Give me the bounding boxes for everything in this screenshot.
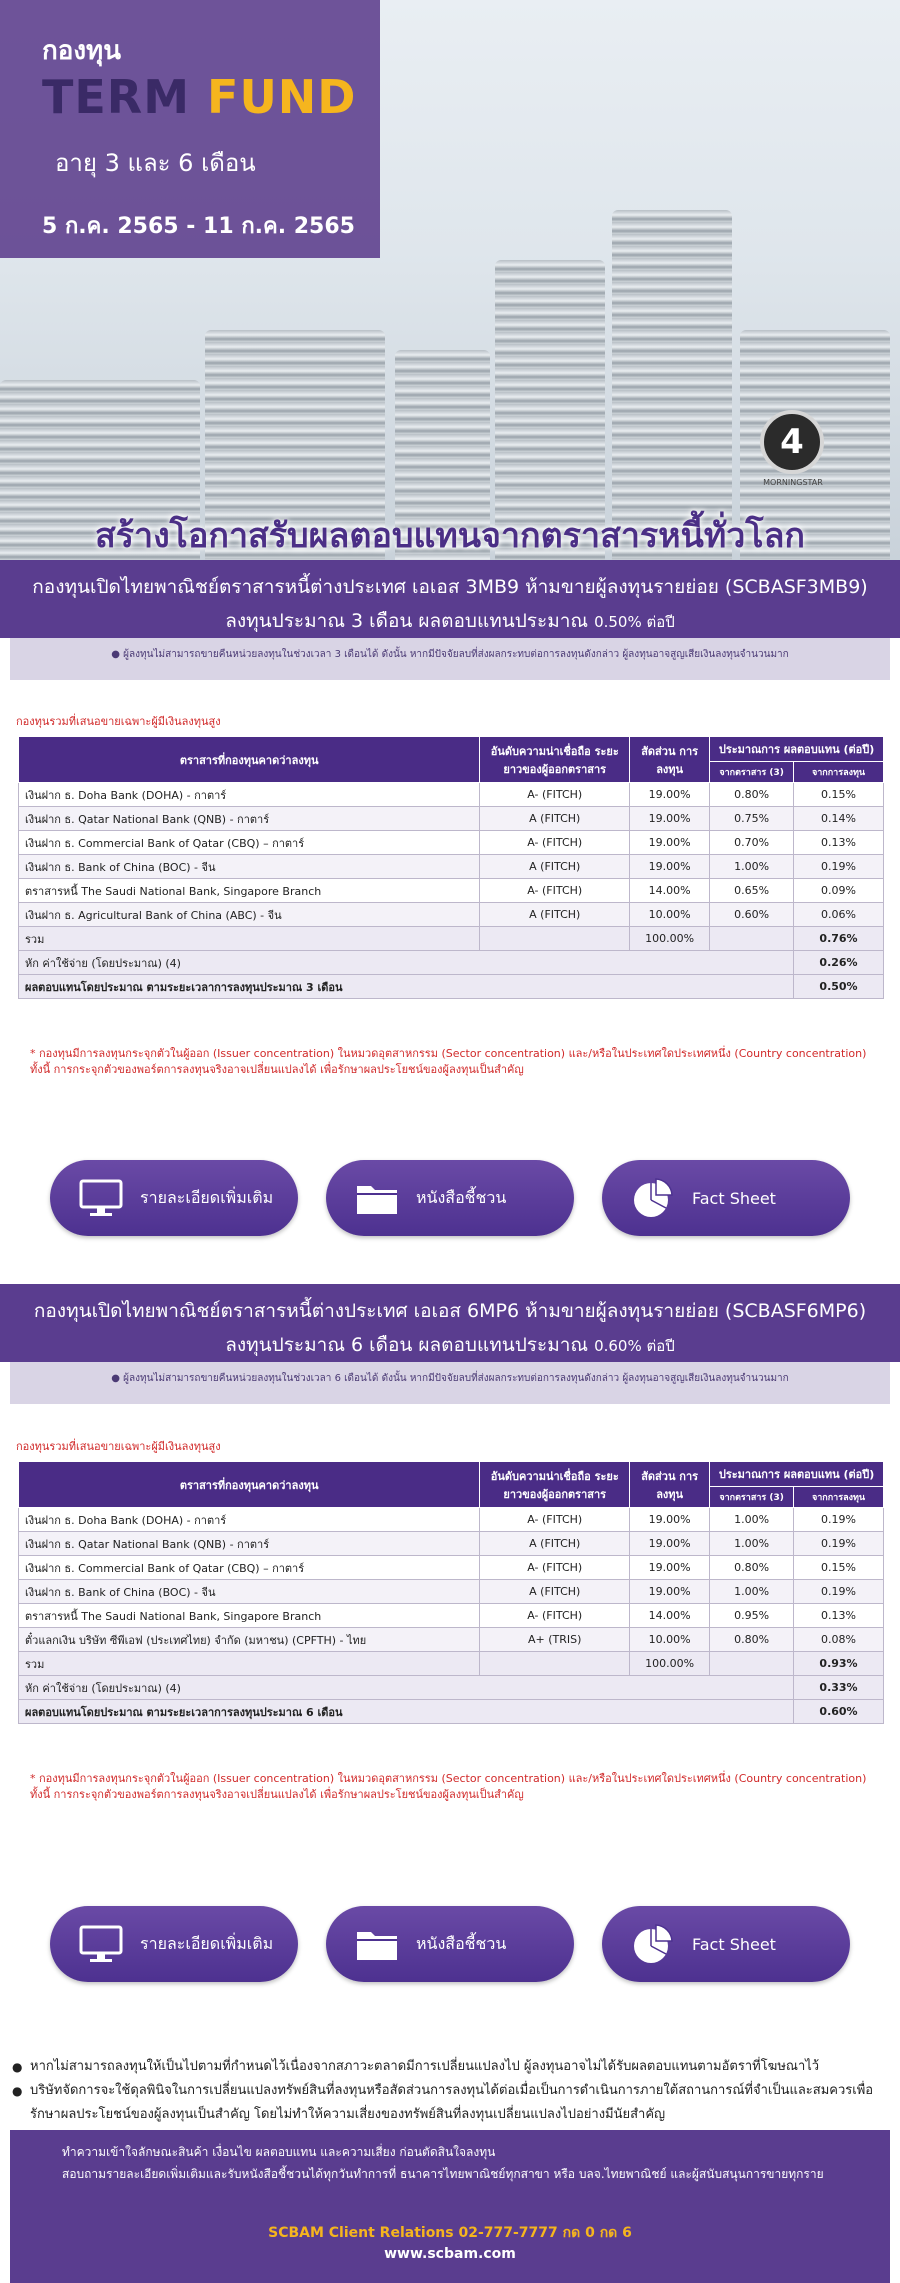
prospectus-button-label: หนังสือชี้ชวน <box>416 1187 507 1207</box>
table-expense-row <box>19 1676 884 1700</box>
table-row <box>19 1556 884 1580</box>
net-label: ผลตอบแทนโดยประมาณ ตามระยะเวลาการลงทุนประมาณ 3 เดือน <box>19 975 794 999</box>
fund2-title: กองทุนเปิดไทยพาณิชย์ตราสารหนี้ต่างประเทศ เอเอส 6MP6 ห้ามขายผู้ลงทุนรายย่อย (SCBASF6MP6) <box>33 1300 867 1322</box>
table-header-row <box>19 737 884 762</box>
footer-contact: SCBAM Client Relations 02-777-7777 กด 0 กด 6 <box>268 2225 632 2241</box>
cell-weight: 19.00% <box>630 831 710 855</box>
hero-title <box>42 70 356 124</box>
header-weight: สัดส่วน การลงทุน <box>630 737 710 783</box>
net-label: ผลตอบแทนโดยประมาณ ตามระยะเวลาการลงทุนประมาณ 6 เดือน <box>19 1700 794 1724</box>
table-row <box>19 783 884 807</box>
cell-yield: 0.80% <box>710 1628 794 1652</box>
table-row <box>19 807 884 831</box>
details-button[interactable] <box>50 1160 298 1236</box>
net-value: 0.60% <box>794 1700 884 1724</box>
details-button-label: รายละเอียดเพิ่มเติม <box>140 1187 274 1207</box>
cell-yield: 0.65% <box>710 879 794 903</box>
total-label: รวม <box>19 1652 480 1676</box>
header-instrument: ตราสารที่กองทุนคาดว่าลงทุน <box>19 737 480 783</box>
table-row <box>19 903 884 927</box>
details-button[interactable] <box>50 1906 298 1982</box>
fund2-table <box>18 1461 884 1724</box>
factsheet-button[interactable] <box>602 1160 850 1236</box>
fund2-duration-line <box>0 1330 900 1360</box>
expense-value: 0.33% <box>794 1676 884 1700</box>
fund2-banner <box>0 1284 900 1362</box>
table-row <box>19 1604 884 1628</box>
cell-rating: A+ (TRIS) <box>480 1628 630 1652</box>
fund1-table <box>18 736 884 999</box>
expense-value: 0.26% <box>794 951 884 975</box>
table-row <box>19 1508 884 1532</box>
table-row <box>19 1532 884 1556</box>
header-weight: สัดส่วน การลงทุน <box>630 1462 710 1508</box>
footer-line1: ทำความเข้าใจลักษณะสินค้า เงื่อนไข ผลตอบแทน และความเสี่ยง ก่อนตัดสินใจลงทุน <box>62 2145 496 2159</box>
cell-rating: A (FITCH) <box>480 1580 630 1604</box>
total-empty <box>710 1652 794 1676</box>
fund1-rate: 0.50% ต่อปี <box>594 613 675 631</box>
header-return: จากการลงทุน <box>794 762 884 783</box>
total-empty <box>710 927 794 951</box>
cell-rating: A (FITCH) <box>480 855 630 879</box>
cell-rating: A (FITCH) <box>480 1532 630 1556</box>
cell-weight: 19.00% <box>630 855 710 879</box>
hero-age: อายุ 3 และ 6 เดือน <box>55 149 256 177</box>
cell-yield: 1.00% <box>710 1508 794 1532</box>
bullet-item: ● หากไม่สามารถลงทุนให้เป็นไปตามที่กำหนดไว้เนื่องจากสภาวะตลาดมีการเปลี่ยนแปลงไป ผู้ลงทุนอาจไม่ได้รับผลตอบแทนตามอัตราที่โฆษณาไว้ <box>12 2055 892 2079</box>
cell-return: 0.19% <box>794 1580 884 1604</box>
total-weight: 100.00% <box>630 1652 710 1676</box>
header-rating: อันดับความน่าเชื่อถือ ระยะยาวของผู้ออกตราสาร <box>480 1462 630 1508</box>
table-row <box>19 879 884 903</box>
cell-yield: 0.70% <box>710 831 794 855</box>
cell-weight: 19.00% <box>630 1580 710 1604</box>
cell-rating: A- (FITCH) <box>480 1508 630 1532</box>
hero-slogan: สร้างโอกาสรับผลตอบแทนจากตราสารหนี้ทั่วโลก <box>94 516 806 556</box>
fund1-note: ● ผู้ลงทุนไม่สามารถขายคืนหน่วยลงทุนในช่วงเวลา 3 เดือนได้ ดังนั้น หากมีปัจจัยลบที่ส่งผลกระทบต่อการลงทุนดังกล่าว ผู้ลงทุนอาจสูญเสียเงินลงทุนจำนวนมาก <box>10 638 890 680</box>
cell-rating: A- (FITCH) <box>480 831 630 855</box>
cell-return: 0.09% <box>794 879 884 903</box>
table-expense-row <box>19 951 884 975</box>
prospectus-button-label: หนังสือชี้ชวน <box>416 1933 507 1953</box>
cell-rating: A- (FITCH) <box>480 783 630 807</box>
cell-return: 0.19% <box>794 855 884 879</box>
bullet-item: ● บริษัทจัดการจะใช้ดุลพินิจในการเปลี่ยนแปลงทรัพย์สินที่ลงทุนหรือสัดส่วนการลงทุนได้ต่อเมื่อเป็นการดำเนินการภายใต้สถานการณ์ที่จำเป็นและสมควรเพื่อรักษาผลประโยชน์ของผู้ลงทุนเป็นสำคัญ โดยไม่ทำให้ความเสี่ยงของทรัพย์สินที่ลงทุนเปลี่ยนแปลงไปอย่างมีนัยสำคัญ <box>12 2079 892 2127</box>
cell-name: ตราสารหนี้ The Saudi National Bank, Singapore Branch <box>19 1604 480 1628</box>
hero-dates: 5 ก.ค. 2565 - 11 ก.ค. 2565 <box>42 214 355 239</box>
table-total-row <box>19 927 884 951</box>
cell-return: 0.15% <box>794 1556 884 1580</box>
fund1-subtitle: กองทุนรวมที่เสนอขายเฉพาะผู้มีเงินลงทุนสูง <box>16 715 221 728</box>
header-yield: จากตราสาร (3) <box>710 762 794 783</box>
cell-weight: 19.00% <box>630 1508 710 1532</box>
fund2-subtitle: กองทุนรวมที่เสนอขายเฉพาะผู้มีเงินลงทุนสูง <box>16 1440 221 1453</box>
hero-kicker: กองทุน <box>42 36 121 66</box>
footer <box>10 2130 890 2283</box>
folder-icon <box>352 1919 402 1969</box>
cell-name: ตราสารหนี้ The Saudi National Bank, Singapore Branch <box>19 879 480 903</box>
cell-rating: A- (FITCH) <box>480 879 630 903</box>
cell-return: 0.14% <box>794 807 884 831</box>
cell-return: 0.15% <box>794 783 884 807</box>
fund1-title: กองทุนเปิดไทยพาณิชย์ตราสารหนี้ต่างประเทศ เอเอส 3MB9 ห้ามขายผู้ลงทุนรายย่อย (SCBASF3MB9) <box>32 576 868 598</box>
cell-weight: 14.00% <box>630 879 710 903</box>
cell-yield: 1.00% <box>710 855 794 879</box>
cell-yield: 0.95% <box>710 1604 794 1628</box>
total-weight: 100.00% <box>630 927 710 951</box>
cell-yield: 1.00% <box>710 1532 794 1556</box>
cell-weight: 10.00% <box>630 1628 710 1652</box>
cell-return: 0.19% <box>794 1508 884 1532</box>
morningstar-badge-icon: 4 <box>760 410 824 474</box>
cell-name: เงินฝาก ธ. Doha Bank (DOHA) - กาตาร์ <box>19 783 480 807</box>
prospectus-button[interactable] <box>326 1906 574 1982</box>
hero-title-term: TERM <box>42 70 208 124</box>
cell-name: เงินฝาก ธ. Qatar National Bank (QNB) - กาตาร์ <box>19 807 480 831</box>
hero-title-box <box>0 0 380 258</box>
folder-icon <box>352 1173 402 1223</box>
table-row <box>19 855 884 879</box>
cell-name: เงินฝาก ธ. Doha Bank (DOHA) - กาตาร์ <box>19 1508 480 1532</box>
total-return: 0.93% <box>794 1652 884 1676</box>
cell-yield: 0.75% <box>710 807 794 831</box>
total-empty <box>480 1652 630 1676</box>
fund2-disclaimer: * กองทุนมีการลงทุนกระจุกตัวในผู้ออก (Issuer concentration) ในหมวดอุตสาหกรรม (Sector concentration) และ/หรือในประเทศใดประเทศหนึ่ง (Country concentration) ทั้งนี้ การกระจุกตัวของพอร์ตการลงทุนจริงอาจเปลี่ยนแปลงได้ เพื่อรักษาผลประโยชน์ของผู้ลงทุนเป็นสำคัญ <box>30 1772 867 1801</box>
pie-chart-icon <box>628 1919 678 1969</box>
hero-title-fund: FUND <box>207 70 357 124</box>
factsheet-button-label: Fact Sheet <box>692 1934 776 1954</box>
table-total-row <box>19 1652 884 1676</box>
fund1-duration-line <box>0 606 900 636</box>
fund1-duration: ลงทุนประมาณ 3 เดือน ผลตอบแทนประมาณ <box>225 610 589 632</box>
prospectus-button[interactable] <box>326 1160 574 1236</box>
expense-label: หัก ค่าใช้จ่าย (โดยประมาณ) (4) <box>19 951 794 975</box>
cell-weight: 19.00% <box>630 1556 710 1580</box>
cell-return: 0.08% <box>794 1628 884 1652</box>
pie-chart-icon <box>628 1173 678 1223</box>
total-return: 0.76% <box>794 927 884 951</box>
table-net-row <box>19 1700 884 1724</box>
expense-label: หัก ค่าใช้จ่าย (โดยประมาณ) (4) <box>19 1676 794 1700</box>
fund2-duration: ลงทุนประมาณ 6 เดือน ผลตอบแทนประมาณ <box>225 1334 589 1356</box>
fund1-banner <box>0 560 900 638</box>
header-instrument: ตราสารที่กองทุนคาดว่าลงทุน <box>19 1462 480 1508</box>
hero-banner <box>0 0 900 560</box>
cell-rating: A- (FITCH) <box>480 1604 630 1628</box>
cell-yield: 1.00% <box>710 1580 794 1604</box>
header-yield: จากตราสาร (3) <box>710 1487 794 1508</box>
cell-name: ตั๋วแลกเงิน บริษัท ซีพีเอฟ (ประเทศไทย) จำกัด (มหาชน) (CPFTH) - ไทย <box>19 1628 480 1652</box>
badge-caption: MORNINGSTAR <box>763 478 823 487</box>
table-header-row <box>19 1462 884 1487</box>
cell-rating: A (FITCH) <box>480 903 630 927</box>
fund2-note: ● ผู้ลงทุนไม่สามารถขายคืนหน่วยลงทุนในช่วงเวลา 6 เดือนได้ ดังนั้น หากมีปัจจัยลบที่ส่งผลกระทบต่อการลงทุนดังกล่าว ผู้ลงทุนอาจสูญเสียเงินลงทุนจำนวนมาก <box>10 1362 890 1404</box>
cell-name: เงินฝาก ธ. Commercial Bank of Qatar (CBQ) – กาตาร์ <box>19 1556 480 1580</box>
fund1-disclaimer: * กองทุนมีการลงทุนกระจุกตัวในผู้ออก (Issuer concentration) ในหมวดอุตสาหกรรม (Sector concentration) และ/หรือในประเทศใดประเทศหนึ่ง (Country concentration) ทั้งนี้ การกระจุกตัวของพอร์ตการลงทุนจริงอาจเปลี่ยนแปลงได้ เพื่อรักษาผลประโยชน์ของผู้ลงทุนเป็นสำคัญ <box>30 1047 867 1076</box>
header-estimate: ประมาณการ ผลตอบแทน (ต่อปี) <box>710 737 884 762</box>
header-return: จากการลงทุน <box>794 1487 884 1508</box>
cell-rating: A- (FITCH) <box>480 1556 630 1580</box>
cell-name: เงินฝาก ธ. Qatar National Bank (QNB) - กาตาร์ <box>19 1532 480 1556</box>
total-label: รวม <box>19 927 480 951</box>
header-rating: อันดับความน่าเชื่อถือ ระยะยาวของผู้ออกตราสาร <box>480 737 630 783</box>
net-value: 0.50% <box>794 975 884 999</box>
cell-weight: 14.00% <box>630 1604 710 1628</box>
cell-yield: 0.60% <box>710 903 794 927</box>
details-button-label: รายละเอียดเพิ่มเติม <box>140 1933 274 1953</box>
cell-weight: 10.00% <box>630 903 710 927</box>
cell-return: 0.13% <box>794 831 884 855</box>
cell-yield: 0.80% <box>710 783 794 807</box>
bullet-notes <box>12 2055 892 2127</box>
footer-line2: สอบถามรายละเอียดเพิ่มเติมและรับหนังสือชี้ชวนได้ทุกวันทำการที่ ธนาคารไทยพาณิชย์ทุกสาขา หรือ บลจ.ไทยพาณิชย์ และผู้สนับสนุนการขายทุกราย <box>62 2167 824 2181</box>
monitor-icon <box>76 1173 126 1223</box>
table-net-row <box>19 975 884 999</box>
cell-name: เงินฝาก ธ. Agricultural Bank of China (ABC) - จีน <box>19 903 480 927</box>
cell-rating: A (FITCH) <box>480 807 630 831</box>
table-row <box>19 1580 884 1604</box>
table-row <box>19 1628 884 1652</box>
cell-weight: 19.00% <box>630 807 710 831</box>
footer-website-link[interactable]: www.scbam.com <box>384 2246 516 2262</box>
factsheet-button[interactable] <box>602 1906 850 1982</box>
cell-weight: 19.00% <box>630 1532 710 1556</box>
cell-return: 0.19% <box>794 1532 884 1556</box>
monitor-icon <box>76 1919 126 1969</box>
total-empty <box>480 927 630 951</box>
factsheet-button-label: Fact Sheet <box>692 1188 776 1208</box>
cell-return: 0.06% <box>794 903 884 927</box>
cell-name: เงินฝาก ธ. Commercial Bank of Qatar (CBQ) – กาตาร์ <box>19 831 480 855</box>
fund2-rate: 0.60% ต่อปี <box>594 1337 675 1355</box>
cell-weight: 19.00% <box>630 783 710 807</box>
cell-yield: 0.80% <box>710 1556 794 1580</box>
cell-name: เงินฝาก ธ. Bank of China (BOC) - จีน <box>19 1580 480 1604</box>
cell-name: เงินฝาก ธ. Bank of China (BOC) - จีน <box>19 855 480 879</box>
header-estimate: ประมาณการ ผลตอบแทน (ต่อปี) <box>710 1462 884 1487</box>
cell-return: 0.13% <box>794 1604 884 1628</box>
table-row <box>19 831 884 855</box>
